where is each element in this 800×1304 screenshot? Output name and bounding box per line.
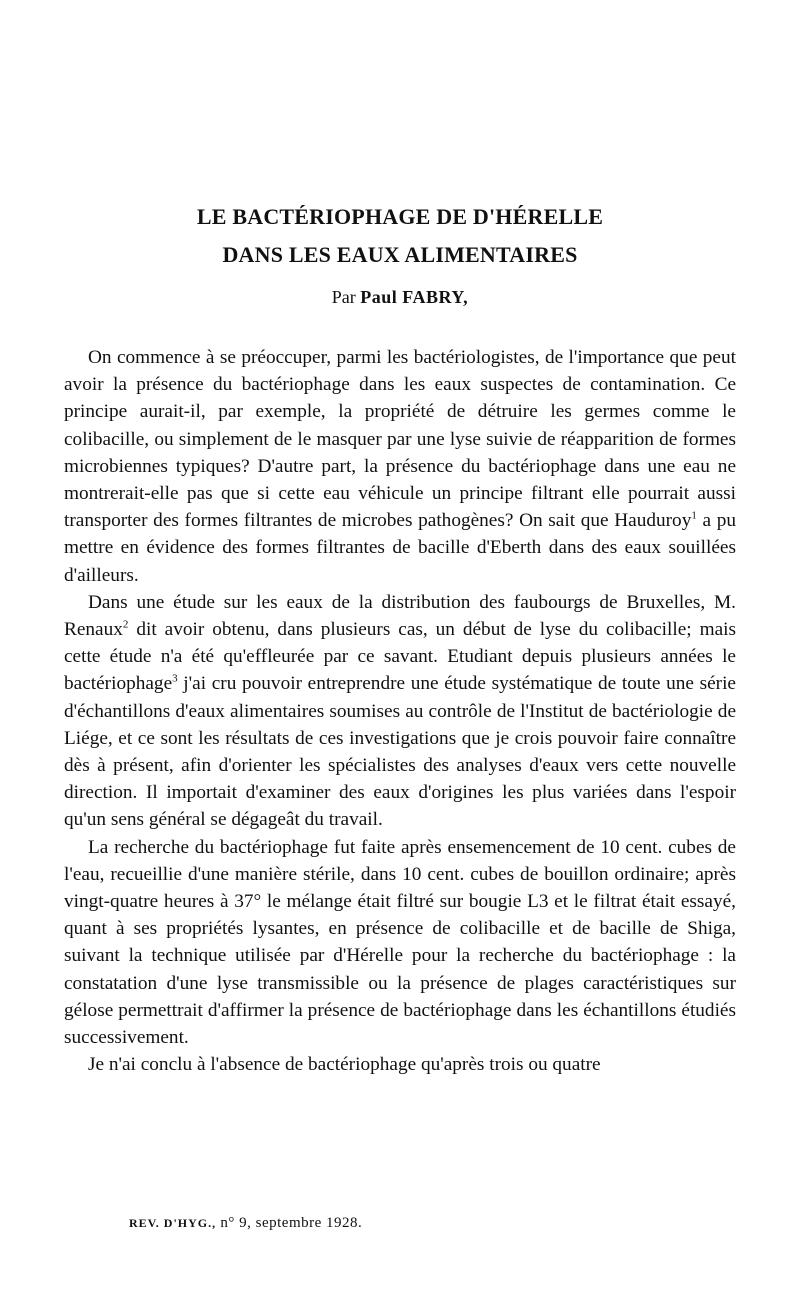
footnote-marker: 1	[691, 509, 697, 522]
article-title-line-2: DANS LES EAUX ALIMENTAIRES	[222, 242, 578, 267]
paragraph	[64, 589, 736, 834]
footnote-marker: 2	[122, 618, 129, 631]
paragraph-text: Dans une étude sur les eaux de la distribution des faubourgs de Bruxelles, M. Renaux	[64, 591, 736, 641]
footnote-marker: 3	[172, 673, 178, 686]
paragraph-text: j'ai cru pouvoir entreprendre une étude systématique de toute une série d'échantillons d'eaux alimentaires soumises au contrôle de l'Institut de bactériologie de Liége, et ce sont les résultats de ces investigations que je crois pouvoir faire connaître dès à présent, afin d'orienter les spécialistes des analyses d'eaux vers cette nouvelle direction. Il importait d'examiner des eaux d'origines les plus variées dans l'espoir qu'un sens général se dégageât du travail.	[64, 673, 736, 831]
article-body	[64, 344, 736, 1078]
paragraph	[64, 1051, 736, 1078]
paragraph-text: dit avoir obtenu, dans plusieurs cas, un début de lyse du colibacille; mais cette étude n'a été qu'effleurée par ce savant. Etudiant depuis plusieurs années le bactériophage	[64, 619, 736, 695]
author-name: Paul FABRY,	[360, 287, 469, 307]
article-title-line-1: LE BACTÉRIOPHAGE DE D'HÉRELLE	[196, 204, 604, 229]
author-line	[0, 287, 800, 308]
paragraph	[64, 344, 736, 589]
paragraph-text: a pu mettre en évidence des formes filtrantes de bacille d'Eberth dans des eaux souillées d'ailleurs.	[64, 510, 737, 586]
journal-issue: n° 9, septembre 1928.	[220, 1215, 363, 1231]
paragraph-text: La recherche du bactériophage fut faite après ensemencement de 10 cent. cubes de l'eau, recueillie d'une manière stérile, dans 10 cent. cubes de bouillon ordinaire; après vingt-quatre heures à 37° le mélange était filtré sur bougie L3 et le filtrat était essayé, quant à ses propriétés lysantes, en présence de colibacille et de bacille de Shiga, suivant la technique utilisée par d'Hérelle pour la recherche du bactériophage : la constatation d'une lyse transmissible ou la présence de plages caractéristiques sur gélose permettrait d'affirmer la présence de bactériophage dans les échantillons étudiés successivement.	[64, 836, 736, 1049]
page-footer	[129, 1215, 362, 1232]
paragraph-text: On commence à se préoccuper, parmi les bactériologistes, de l'importance que peut avoir la présence du bactériophage dans les eaux suspectes de contamination. Ce principe aurait-il, par exemple, la propriété de détruire les germes comme le colibacille, ou simplement de le masquer par une lyse suivie de réapparition de formes microbiennes typiques? D'autre part, la présence du bactériophage dans une eau ne montrerait-elle pas que si cette eau véhicule un principe filtrant elle pourrait aussi transporter des formes filtrantes de microbes pathogènes? On sait que Hauduroy	[64, 347, 736, 532]
paragraph-text: Je n'ai conclu à l'absence de bactériophage qu'après trois ou quatre	[88, 1054, 601, 1076]
journal-abbrev: REV. D'HYG.,	[129, 1216, 217, 1230]
paragraph	[64, 834, 736, 1052]
author-prefix: Par	[331, 287, 356, 307]
